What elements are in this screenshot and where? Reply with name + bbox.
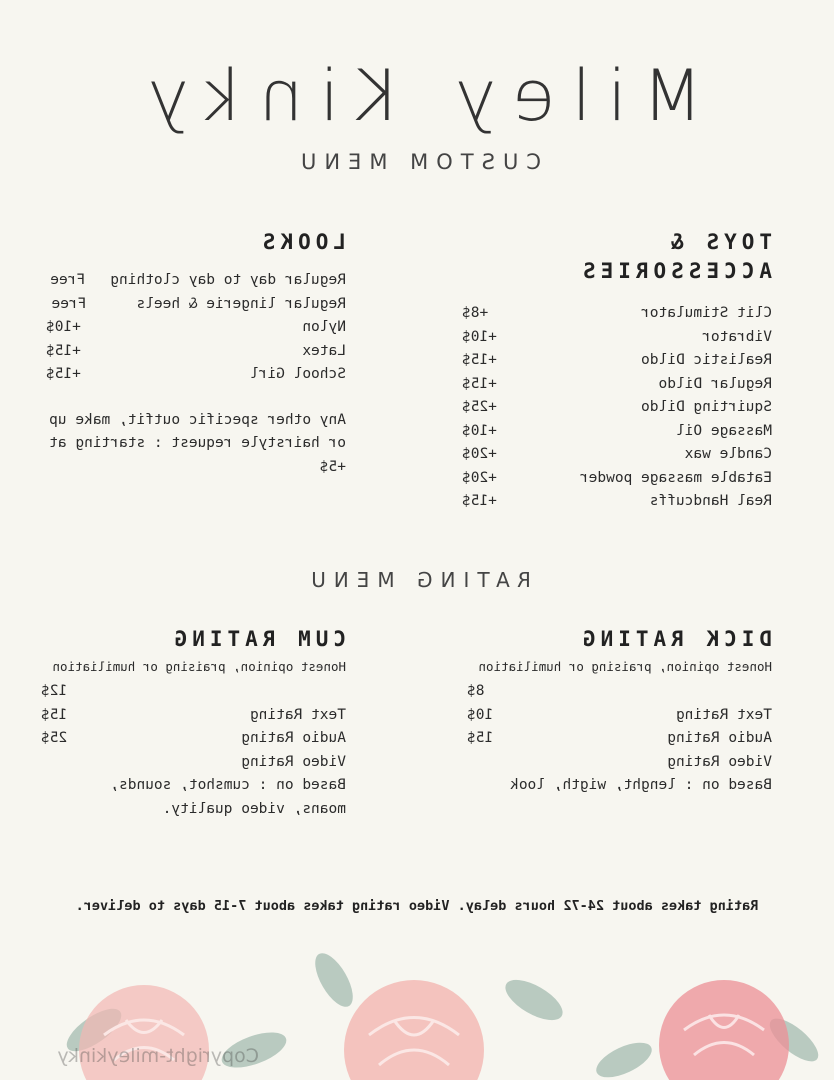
cum-rating-based-on: moans, video quality.: [162, 800, 346, 817]
toys-item: Eatable massage powder+20$: [462, 469, 772, 486]
delivery-note: Rating takes about 24-72 hours delay. Video rating takes about 7-15 days to deliver.: [75, 898, 759, 914]
looks-item: Nylon+10$: [46, 319, 346, 335]
rose-icon: [659, 980, 789, 1080]
page-subtitle: CUSTOM MENU: [293, 150, 541, 174]
looks-list: [26, 269, 346, 387]
cum-rating-heading: CUM RATING: [169, 627, 346, 651]
copyright-watermark: Copyright-mileykinky: [57, 1045, 259, 1067]
toys-item: Regular Dildo+15$: [462, 375, 772, 392]
looks-item: Regular day to day clothingFree: [50, 272, 346, 288]
dick-rating-item: Audio Rating15$: [467, 730, 772, 746]
dick-rating-item: Video Rating: [667, 753, 772, 770]
cum-rating-item: Text Rating15$: [41, 706, 346, 723]
toys-item: Realistic Dildo+15$: [462, 352, 772, 368]
cum-rating-intro: Honest opinion, praising or humiliation: [52, 659, 346, 674]
toys-heading-line1: TOYS &: [666, 230, 772, 254]
looks-item: School Girl+15$: [46, 366, 346, 382]
rose-icon: [344, 980, 484, 1080]
toys-section: [442, 228, 772, 514]
cum-rating-section: [26, 625, 346, 821]
cum-rating-item: Audio Rating25$: [41, 730, 346, 746]
dick-rating-section: [442, 625, 772, 798]
cum-rating-item: 12$: [41, 683, 68, 699]
dick-rating-heading: DICK RATING: [577, 627, 772, 651]
rating-menu-title: RATING MENU: [303, 568, 531, 592]
looks-item: Regular lingerie & heelsFree: [51, 295, 346, 312]
cum-rating-item: Video Rating: [241, 753, 346, 770]
toys-heading-line2: ACCESSORIES: [577, 259, 772, 283]
toys-list: [442, 302, 772, 514]
looks-note: Any other specific outfit, make up or hairstyle request : starting at +5$: [49, 411, 346, 475]
toys-item: Real Handcuffs+15$: [462, 493, 772, 509]
dick-rating-item: 8$: [467, 683, 485, 699]
toys-item: Clit Stimulator+8$: [462, 305, 772, 321]
looks-heading: LOOKS: [257, 230, 346, 254]
cum-rating-based-on: Based on : cumshot, sounds,: [110, 777, 346, 793]
dick-rating-item: Text Rating10$: [467, 706, 772, 723]
toys-item: Massage Oil+10$: [462, 422, 772, 439]
dick-rating-intro: Honest opinion, praising or humiliation: [478, 659, 772, 674]
looks-section: [26, 228, 346, 479]
looks-item: Latex+15$: [46, 342, 346, 359]
toys-item: Candle wax+20$: [462, 446, 772, 462]
page-title: Miley Kinky: [131, 55, 703, 137]
toys-item: Vibrator+10$: [462, 328, 772, 345]
dick-rating-based-on: Based on : lenght, wigth, look: [510, 777, 772, 793]
toys-item: Squirting Dildo+25$: [462, 399, 772, 415]
